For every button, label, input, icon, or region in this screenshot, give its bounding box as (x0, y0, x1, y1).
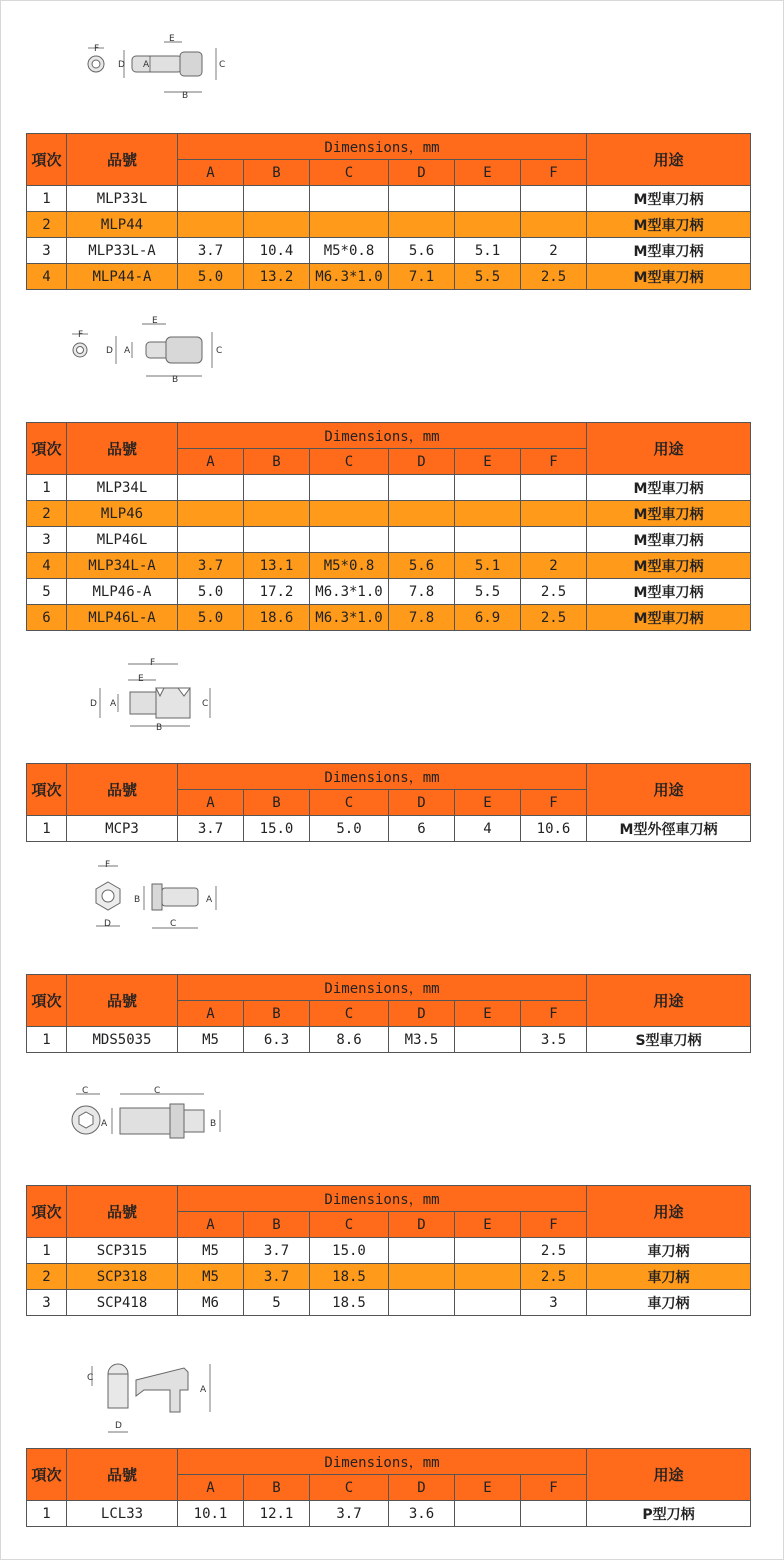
dim-a-cell (178, 475, 244, 501)
item-number-cell: 3 (27, 1290, 67, 1316)
use-cell: M型車刀柄 (587, 579, 751, 605)
diagram-5 (64, 1080, 234, 1142)
dim-c-cell: 18.5 (310, 1264, 389, 1290)
header-item: 項次 (27, 975, 67, 1027)
dim-d-cell: 7.8 (389, 579, 455, 605)
dim-f-cell (521, 186, 587, 212)
use-cell: M型車刀柄 (587, 238, 751, 264)
svg-text:D: D (118, 60, 125, 70)
svg-text:F: F (150, 658, 156, 668)
part-number-cell: SCP418 (67, 1290, 178, 1316)
table-row (27, 1290, 751, 1316)
use-cell: P型刀柄 (587, 1501, 751, 1527)
part-number-cell: MLP46L-A (67, 605, 178, 631)
dim-b-cell (244, 475, 310, 501)
dim-e-cell (455, 501, 521, 527)
table-row (27, 1264, 751, 1290)
header-col-c: C (310, 160, 389, 186)
item-number-cell: 1 (27, 1027, 67, 1053)
dim-a-cell: M5 (178, 1264, 244, 1290)
header-col-e: E (455, 449, 521, 475)
header-dimensions: Dimensions，mm (178, 975, 587, 1001)
svg-text:B: B (210, 1119, 217, 1129)
dim-f-cell: 2.5 (521, 605, 587, 631)
dim-a-cell (178, 186, 244, 212)
part-number-cell: MLP33L (67, 186, 178, 212)
diagram-1 (80, 30, 240, 102)
dim-d-cell (389, 475, 455, 501)
header-col-e: E (455, 160, 521, 186)
dim-e-cell (455, 1264, 521, 1290)
svg-text:C: C (170, 919, 177, 929)
header-col-b: B (244, 790, 310, 816)
svg-text:B: B (134, 895, 141, 905)
spec-table-1 (26, 133, 751, 290)
header-use: 用途 (587, 1186, 751, 1238)
table-row (27, 579, 751, 605)
dim-c-cell: M5*0.8 (310, 553, 389, 579)
dim-b-cell: 10.4 (244, 238, 310, 264)
part-number-cell: MLP44 (67, 212, 178, 238)
header-item: 項次 (27, 134, 67, 186)
header-col-d: D (389, 1001, 455, 1027)
dim-e-cell (455, 475, 521, 501)
header-col-d: D (389, 790, 455, 816)
svg-text:F: F (94, 44, 100, 54)
dim-e-cell (455, 1238, 521, 1264)
header-col-e: E (455, 1212, 521, 1238)
header-col-a: A (178, 160, 244, 186)
header-use: 用途 (587, 1449, 751, 1501)
dim-a-cell: M6 (178, 1290, 244, 1316)
dim-d-cell: 5.6 (389, 238, 455, 264)
header-col-a: A (178, 1001, 244, 1027)
item-number-cell: 4 (27, 264, 67, 290)
table-row (27, 238, 751, 264)
dim-a-cell: 5.0 (178, 264, 244, 290)
header-col-c: C (310, 1001, 389, 1027)
dim-f-cell: 2.5 (521, 1238, 587, 1264)
svg-text:C: C (202, 699, 209, 709)
part-number-cell: MLP46-A (67, 579, 178, 605)
part-number-cell: MCP3 (67, 816, 178, 842)
part-number-cell: MLP46 (67, 501, 178, 527)
use-cell: M型車刀柄 (587, 553, 751, 579)
spec-table-6 (26, 1448, 751, 1527)
header-col-c: C (310, 1212, 389, 1238)
header-col-f: F (521, 160, 587, 186)
dim-a-cell (178, 527, 244, 553)
dim-f-cell: 2.5 (521, 579, 587, 605)
dim-b-cell: 3.7 (244, 1264, 310, 1290)
dim-d-cell: M3.5 (389, 1027, 455, 1053)
header-col-d: D (389, 160, 455, 186)
item-number-cell: 2 (27, 212, 67, 238)
header-item: 項次 (27, 1186, 67, 1238)
svg-text:B: B (156, 723, 163, 732)
item-number-cell: 5 (27, 579, 67, 605)
header-part: 品號 (67, 975, 178, 1027)
dim-a-cell: M5 (178, 1238, 244, 1264)
dim-f-cell (521, 1501, 587, 1527)
dim-b-cell (244, 527, 310, 553)
svg-text:D: D (106, 346, 113, 356)
diagram-2 (66, 312, 236, 384)
dim-d-cell (389, 1264, 455, 1290)
header-col-e: E (455, 790, 521, 816)
header-col-b: B (244, 160, 310, 186)
item-number-cell: 2 (27, 1264, 67, 1290)
dim-b-cell: 3.7 (244, 1238, 310, 1264)
dim-f-cell: 2 (521, 553, 587, 579)
part-number-cell: MDS5035 (67, 1027, 178, 1053)
header-part: 品號 (67, 134, 178, 186)
svg-text:E: E (169, 34, 175, 44)
dim-c-cell: 3.7 (310, 1501, 389, 1527)
svg-text:A: A (143, 60, 150, 70)
item-number-cell: 1 (27, 1501, 67, 1527)
use-cell: M型外徑車刀柄 (587, 816, 751, 842)
dim-e-cell (455, 1290, 521, 1316)
dim-d-cell (389, 1290, 455, 1316)
dim-e-cell: 5.5 (455, 579, 521, 605)
header-col-f: F (521, 1001, 587, 1027)
svg-text:B: B (172, 375, 179, 384)
header-col-d: D (389, 449, 455, 475)
dim-f-cell (521, 527, 587, 553)
dim-b-cell: 6.3 (244, 1027, 310, 1053)
dim-a-cell: 3.7 (178, 238, 244, 264)
dim-d-cell (389, 1238, 455, 1264)
dim-c-cell (310, 186, 389, 212)
header-col-a: A (178, 449, 244, 475)
part-number-cell: SCP318 (67, 1264, 178, 1290)
dim-c-cell (310, 501, 389, 527)
dim-e-cell (455, 186, 521, 212)
svg-text:F: F (78, 330, 84, 340)
dim-b-cell (244, 212, 310, 238)
dim-d-cell: 6 (389, 816, 455, 842)
dim-f-cell: 2.5 (521, 264, 587, 290)
use-cell: M型車刀柄 (587, 527, 751, 553)
svg-text:F: F (105, 860, 111, 870)
dim-f-cell: 2.5 (521, 1264, 587, 1290)
item-number-cell: 3 (27, 527, 67, 553)
use-cell: 車刀柄 (587, 1264, 751, 1290)
header-col-b: B (244, 1475, 310, 1501)
dim-b-cell (244, 186, 310, 212)
spec-table-5 (26, 1185, 751, 1316)
table-row (27, 605, 751, 631)
header-col-a: A (178, 1475, 244, 1501)
header-col-c: C (310, 1475, 389, 1501)
header-col-e: E (455, 1001, 521, 1027)
use-cell: M型車刀柄 (587, 264, 751, 290)
diagram-3 (86, 656, 226, 732)
dim-c-cell: 15.0 (310, 1238, 389, 1264)
item-number-cell: 3 (27, 238, 67, 264)
dim-f-cell: 10.6 (521, 816, 587, 842)
header-part: 品號 (67, 423, 178, 475)
table-row (27, 527, 751, 553)
header-col-f: F (521, 1475, 587, 1501)
dim-a-cell (178, 501, 244, 527)
svg-text:E: E (138, 674, 144, 684)
diagram-6 (84, 1356, 224, 1436)
dim-c-cell (310, 475, 389, 501)
svg-text:A: A (124, 346, 131, 356)
header-dimensions: Dimensions，mm (178, 134, 587, 160)
use-cell: M型車刀柄 (587, 501, 751, 527)
svg-text:D: D (115, 1421, 122, 1431)
svg-text:B: B (182, 91, 189, 101)
svg-text:A: A (101, 1119, 108, 1129)
table-row (27, 501, 751, 527)
dim-f-cell (521, 475, 587, 501)
item-number-cell: 6 (27, 605, 67, 631)
table-row (27, 553, 751, 579)
table-row (27, 816, 751, 842)
svg-text:C: C (154, 1086, 161, 1096)
dim-a-cell: 3.7 (178, 816, 244, 842)
dim-b-cell (244, 501, 310, 527)
header-col-b: B (244, 449, 310, 475)
header-col-a: A (178, 1212, 244, 1238)
header-col-c: C (310, 790, 389, 816)
dim-a-cell: 5.0 (178, 605, 244, 631)
use-cell: M型車刀柄 (587, 605, 751, 631)
dim-e-cell: 5.1 (455, 553, 521, 579)
dim-a-cell: 3.7 (178, 553, 244, 579)
table-row (27, 1501, 751, 1527)
part-number-cell: MLP34L-A (67, 553, 178, 579)
item-number-cell: 1 (27, 816, 67, 842)
header-col-d: D (389, 1212, 455, 1238)
header-dimensions: Dimensions，mm (178, 423, 587, 449)
header-item: 項次 (27, 1449, 67, 1501)
header-part: 品號 (67, 764, 178, 816)
dim-d-cell: 7.8 (389, 605, 455, 631)
header-part: 品號 (67, 1186, 178, 1238)
dim-f-cell: 2 (521, 238, 587, 264)
svg-text:C: C (216, 346, 223, 356)
spec-table-4 (26, 974, 751, 1053)
header-col-b: B (244, 1212, 310, 1238)
table-row (27, 1027, 751, 1053)
dim-e-cell (455, 527, 521, 553)
dim-d-cell: 7.1 (389, 264, 455, 290)
part-number-cell: MLP34L (67, 475, 178, 501)
dim-b-cell: 15.0 (244, 816, 310, 842)
header-col-d: D (389, 1475, 455, 1501)
dim-c-cell: M6.3*1.0 (310, 264, 389, 290)
dim-c-cell (310, 527, 389, 553)
spec-table-2 (26, 422, 751, 631)
svg-text:A: A (200, 1385, 207, 1395)
header-col-a: A (178, 790, 244, 816)
dim-a-cell: 10.1 (178, 1501, 244, 1527)
use-cell: M型車刀柄 (587, 475, 751, 501)
dim-c-cell: 5.0 (310, 816, 389, 842)
svg-text:A: A (206, 895, 213, 905)
dim-e-cell: 4 (455, 816, 521, 842)
item-number-cell: 1 (27, 186, 67, 212)
use-cell: M型車刀柄 (587, 212, 751, 238)
dim-d-cell (389, 527, 455, 553)
part-number-cell: MLP46L (67, 527, 178, 553)
dim-c-cell: 8.6 (310, 1027, 389, 1053)
dim-b-cell: 12.1 (244, 1501, 310, 1527)
header-col-f: F (521, 1212, 587, 1238)
dim-d-cell (389, 501, 455, 527)
header-item: 項次 (27, 764, 67, 816)
item-number-cell: 1 (27, 1238, 67, 1264)
item-number-cell: 4 (27, 553, 67, 579)
dim-b-cell: 5 (244, 1290, 310, 1316)
header-dimensions: Dimensions，mm (178, 1449, 587, 1475)
dim-c-cell: M5*0.8 (310, 238, 389, 264)
header-col-c: C (310, 449, 389, 475)
table-row (27, 212, 751, 238)
header-part: 品號 (67, 1449, 178, 1501)
part-number-cell: MLP44-A (67, 264, 178, 290)
item-number-cell: 2 (27, 501, 67, 527)
dim-b-cell: 17.2 (244, 579, 310, 605)
table-row (27, 475, 751, 501)
svg-text:C: C (82, 1086, 89, 1096)
dim-c-cell: 18.5 (310, 1290, 389, 1316)
header-col-f: F (521, 449, 587, 475)
dim-a-cell (178, 212, 244, 238)
dim-e-cell: 6.9 (455, 605, 521, 631)
dim-c-cell: M6.3*1.0 (310, 605, 389, 631)
dim-d-cell (389, 212, 455, 238)
part-number-cell: LCL33 (67, 1501, 178, 1527)
header-use: 用途 (587, 134, 751, 186)
header-use: 用途 (587, 423, 751, 475)
dim-c-cell (310, 212, 389, 238)
dim-a-cell: 5.0 (178, 579, 244, 605)
dim-e-cell: 5.5 (455, 264, 521, 290)
use-cell: 車刀柄 (587, 1238, 751, 1264)
dim-c-cell: M6.3*1.0 (310, 579, 389, 605)
dim-f-cell (521, 212, 587, 238)
dim-e-cell (455, 1501, 521, 1527)
svg-text:D: D (90, 699, 97, 709)
dim-d-cell: 5.6 (389, 553, 455, 579)
dim-e-cell (455, 1027, 521, 1053)
use-cell: 車刀柄 (587, 1290, 751, 1316)
part-number-cell: MLP33L-A (67, 238, 178, 264)
svg-text:D: D (104, 919, 111, 929)
header-dimensions: Dimensions，mm (178, 764, 587, 790)
dim-d-cell (389, 186, 455, 212)
part-number-cell: SCP315 (67, 1238, 178, 1264)
header-dimensions: Dimensions，mm (178, 1186, 587, 1212)
dim-f-cell: 3 (521, 1290, 587, 1316)
svg-text:E: E (152, 316, 158, 326)
dim-d-cell: 3.6 (389, 1501, 455, 1527)
dim-f-cell (521, 501, 587, 527)
dim-f-cell: 3.5 (521, 1027, 587, 1053)
item-number-cell: 1 (27, 475, 67, 501)
spec-table-3 (26, 763, 751, 842)
table-row (27, 186, 751, 212)
dim-b-cell: 13.1 (244, 553, 310, 579)
dim-e-cell: 5.1 (455, 238, 521, 264)
svg-text:C: C (87, 1373, 94, 1383)
header-item: 項次 (27, 423, 67, 475)
dim-e-cell (455, 212, 521, 238)
use-cell: S型車刀柄 (587, 1027, 751, 1053)
header-col-e: E (455, 1475, 521, 1501)
table-row (27, 1238, 751, 1264)
dim-b-cell: 18.6 (244, 605, 310, 631)
header-use: 用途 (587, 764, 751, 816)
header-col-b: B (244, 1001, 310, 1027)
dim-b-cell: 13.2 (244, 264, 310, 290)
dim-a-cell: M5 (178, 1027, 244, 1053)
svg-text:A: A (110, 699, 117, 709)
table-row (27, 264, 751, 290)
svg-text:C: C (219, 60, 226, 70)
use-cell: M型車刀柄 (587, 186, 751, 212)
header-use: 用途 (587, 975, 751, 1027)
header-col-f: F (521, 790, 587, 816)
diagram-4 (84, 858, 234, 936)
